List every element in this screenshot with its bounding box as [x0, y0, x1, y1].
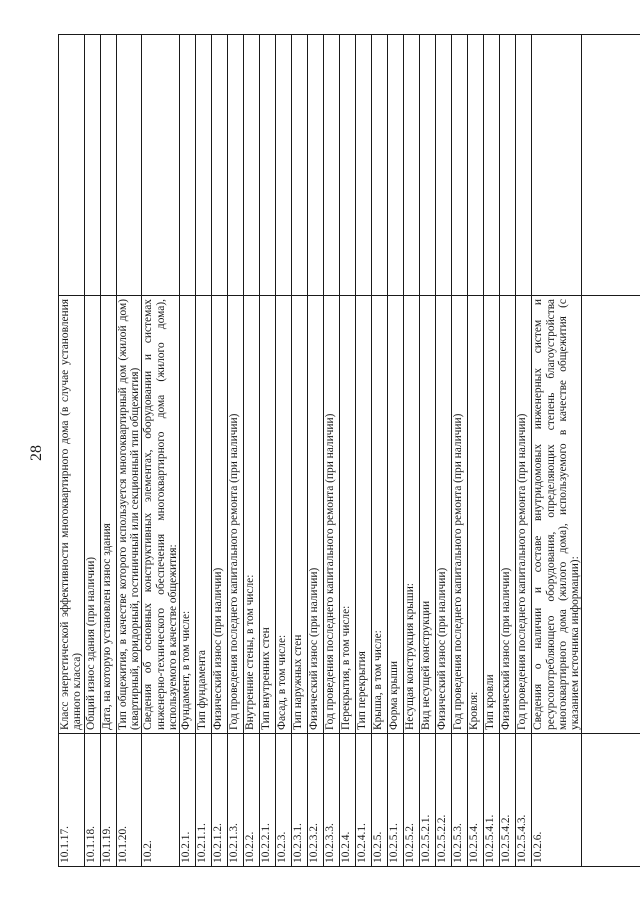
table-row	[100, 35, 116, 867]
page-number: 28	[28, 445, 45, 461]
empty-cell	[582, 734, 640, 867]
table-row	[372, 35, 388, 867]
row-description: Тип фундамента	[196, 296, 212, 734]
row-value-cell	[196, 35, 212, 296]
row-value-cell	[244, 35, 260, 296]
row-value-cell	[260, 35, 276, 296]
table-row	[484, 35, 500, 867]
row-number: 10.2.5.	[372, 734, 388, 867]
empty-row	[582, 35, 640, 867]
row-number: 10.2.6.	[532, 734, 582, 867]
row-value-cell	[484, 35, 500, 296]
data-table	[58, 34, 640, 867]
row-number: 10.2.5.2.1.	[420, 734, 436, 867]
row-value-cell	[142, 35, 180, 296]
row-number: 10.2.1.3.	[228, 734, 244, 867]
row-description: Физический износ (при наличии)	[212, 296, 228, 734]
table-row	[436, 35, 452, 867]
row-number: 10.2.	[142, 734, 180, 867]
table-row	[276, 35, 292, 867]
empty-cell	[582, 35, 640, 296]
row-number: 10.2.2.	[244, 734, 260, 867]
row-description: Тип внутренних стен	[260, 296, 276, 734]
row-description: Внутренние стены, в том числе:	[244, 296, 260, 734]
table-row	[356, 35, 372, 867]
row-value-cell	[516, 35, 532, 296]
row-description: Физический износ (при наличии)	[308, 296, 324, 734]
row-number: 10.2.1.1.	[196, 734, 212, 867]
row-number: 10.1.17.	[59, 734, 85, 867]
row-value-cell	[308, 35, 324, 296]
row-description: Общий износ здания (при наличии)	[84, 296, 100, 734]
table-row	[452, 35, 468, 867]
row-value-cell	[116, 35, 142, 296]
row-number: 10.2.5.4.2.	[500, 734, 516, 867]
row-description: Кровля:	[468, 296, 484, 734]
row-description: Крыша, в том числе:	[372, 296, 388, 734]
row-value-cell	[84, 35, 100, 296]
row-description: Тип кровли	[484, 296, 500, 734]
table-row	[292, 35, 308, 867]
row-description: Тип перекрытия	[356, 296, 372, 734]
table-row	[500, 35, 516, 867]
table-row	[196, 35, 212, 867]
table-row	[532, 35, 582, 867]
row-number: 10.1.19.	[100, 734, 116, 867]
table-row	[340, 35, 356, 867]
table-row	[228, 35, 244, 867]
row-number: 10.2.5.4.1.	[484, 734, 500, 867]
row-value-cell	[324, 35, 340, 296]
row-description: Несущая конструкция крыши:	[404, 296, 420, 734]
table-row	[84, 35, 100, 867]
row-number: 10.2.5.3.	[452, 734, 468, 867]
row-number: 10.2.4.	[340, 734, 356, 867]
row-number: 10.2.4.1.	[356, 734, 372, 867]
row-value-cell	[356, 35, 372, 296]
row-value-cell	[436, 35, 452, 296]
row-value-cell	[340, 35, 356, 296]
row-value-cell	[100, 35, 116, 296]
row-description: Год проведения последнего капитального ремонта (при наличии)	[228, 296, 244, 734]
row-value-cell	[212, 35, 228, 296]
table-row	[212, 35, 228, 867]
empty-cell	[582, 296, 640, 734]
table-row	[516, 35, 532, 867]
row-value-cell	[372, 35, 388, 296]
row-description: Дата, на которую установлен износ здания	[100, 296, 116, 734]
row-number: 10.2.1.2.	[212, 734, 228, 867]
row-number: 10.1.18.	[84, 734, 100, 867]
row-description: Фундамент, в том числе:	[180, 296, 196, 734]
row-description: Класс энергетической эффективности многоквартирного дома (в случае установления данного класса)	[59, 296, 85, 734]
row-value-cell	[228, 35, 244, 296]
table-row	[116, 35, 142, 867]
row-description: Форма крыши	[388, 296, 404, 734]
row-number: 10.1.20.	[116, 734, 142, 867]
table-row	[468, 35, 484, 867]
row-number: 10.2.3.2.	[308, 734, 324, 867]
row-number: 10.2.5.2.	[404, 734, 420, 867]
row-description: Сведения об основных конструктивных элементах, оборудовании и системах инженерно-технического обеспечения многоквартирного дома (жилого дома), используемого в качестве общежития:	[142, 296, 180, 734]
table-row	[260, 35, 276, 867]
row-value-cell	[180, 35, 196, 296]
table-row	[244, 35, 260, 867]
table-row	[59, 35, 85, 867]
row-number: 10.2.2.1.	[260, 734, 276, 867]
table-row	[142, 35, 180, 867]
row-value-cell	[532, 35, 582, 296]
table-row	[420, 35, 436, 867]
row-value-cell	[276, 35, 292, 296]
row-description: Сведения о наличии и составе внутридомовых инженерных систем и ресурсопотребляющего оборудования, определяющих степень благоустройства многоквартирного дома (жилого дома), используемого в качестве общежития (с указанием источника информации):	[532, 296, 582, 734]
row-number: 10.2.5.4.	[468, 734, 484, 867]
table-row	[388, 35, 404, 867]
row-number: 10.2.3.3.	[324, 734, 340, 867]
table-row	[324, 35, 340, 867]
row-description: Вид несущей конструкции	[420, 296, 436, 734]
row-value-cell	[59, 35, 85, 296]
row-number: 10.2.5.1.	[388, 734, 404, 867]
table-row	[404, 35, 420, 867]
row-description: Год проведения последнего капитального ремонта (при наличии)	[324, 296, 340, 734]
row-description: Тип общежития, в качестве которого используется многоквартирный дом (жилой дом) (квартирный, коридорный, гостиничный или секционный тип общежития)	[116, 296, 142, 734]
row-number: 10.2.3.	[276, 734, 292, 867]
row-description: Фасад, в том числе:	[276, 296, 292, 734]
row-value-cell	[404, 35, 420, 296]
row-number: 10.2.5.4.3.	[516, 734, 532, 867]
row-value-cell	[452, 35, 468, 296]
rotated-page-content	[58, 34, 621, 867]
row-value-cell	[468, 35, 484, 296]
row-value-cell	[500, 35, 516, 296]
row-description: Физический износ (при наличии)	[436, 296, 452, 734]
table-row	[180, 35, 196, 867]
row-value-cell	[292, 35, 308, 296]
row-number: 10.2.5.2.2.	[436, 734, 452, 867]
row-description: Год проведения последнего капитального ремонта (при наличии)	[516, 296, 532, 734]
row-number: 10.2.1.	[180, 734, 196, 867]
row-description: Тип наружных стен	[292, 296, 308, 734]
row-description: Перекрытия, в том числе:	[340, 296, 356, 734]
row-description: Год проведения последнего капитального ремонта (при наличии)	[452, 296, 468, 734]
row-number: 10.2.3.1.	[292, 734, 308, 867]
row-value-cell	[388, 35, 404, 296]
row-value-cell	[420, 35, 436, 296]
table-body	[59, 35, 640, 867]
table-row	[308, 35, 324, 867]
row-description: Физический износ (при наличии)	[500, 296, 516, 734]
